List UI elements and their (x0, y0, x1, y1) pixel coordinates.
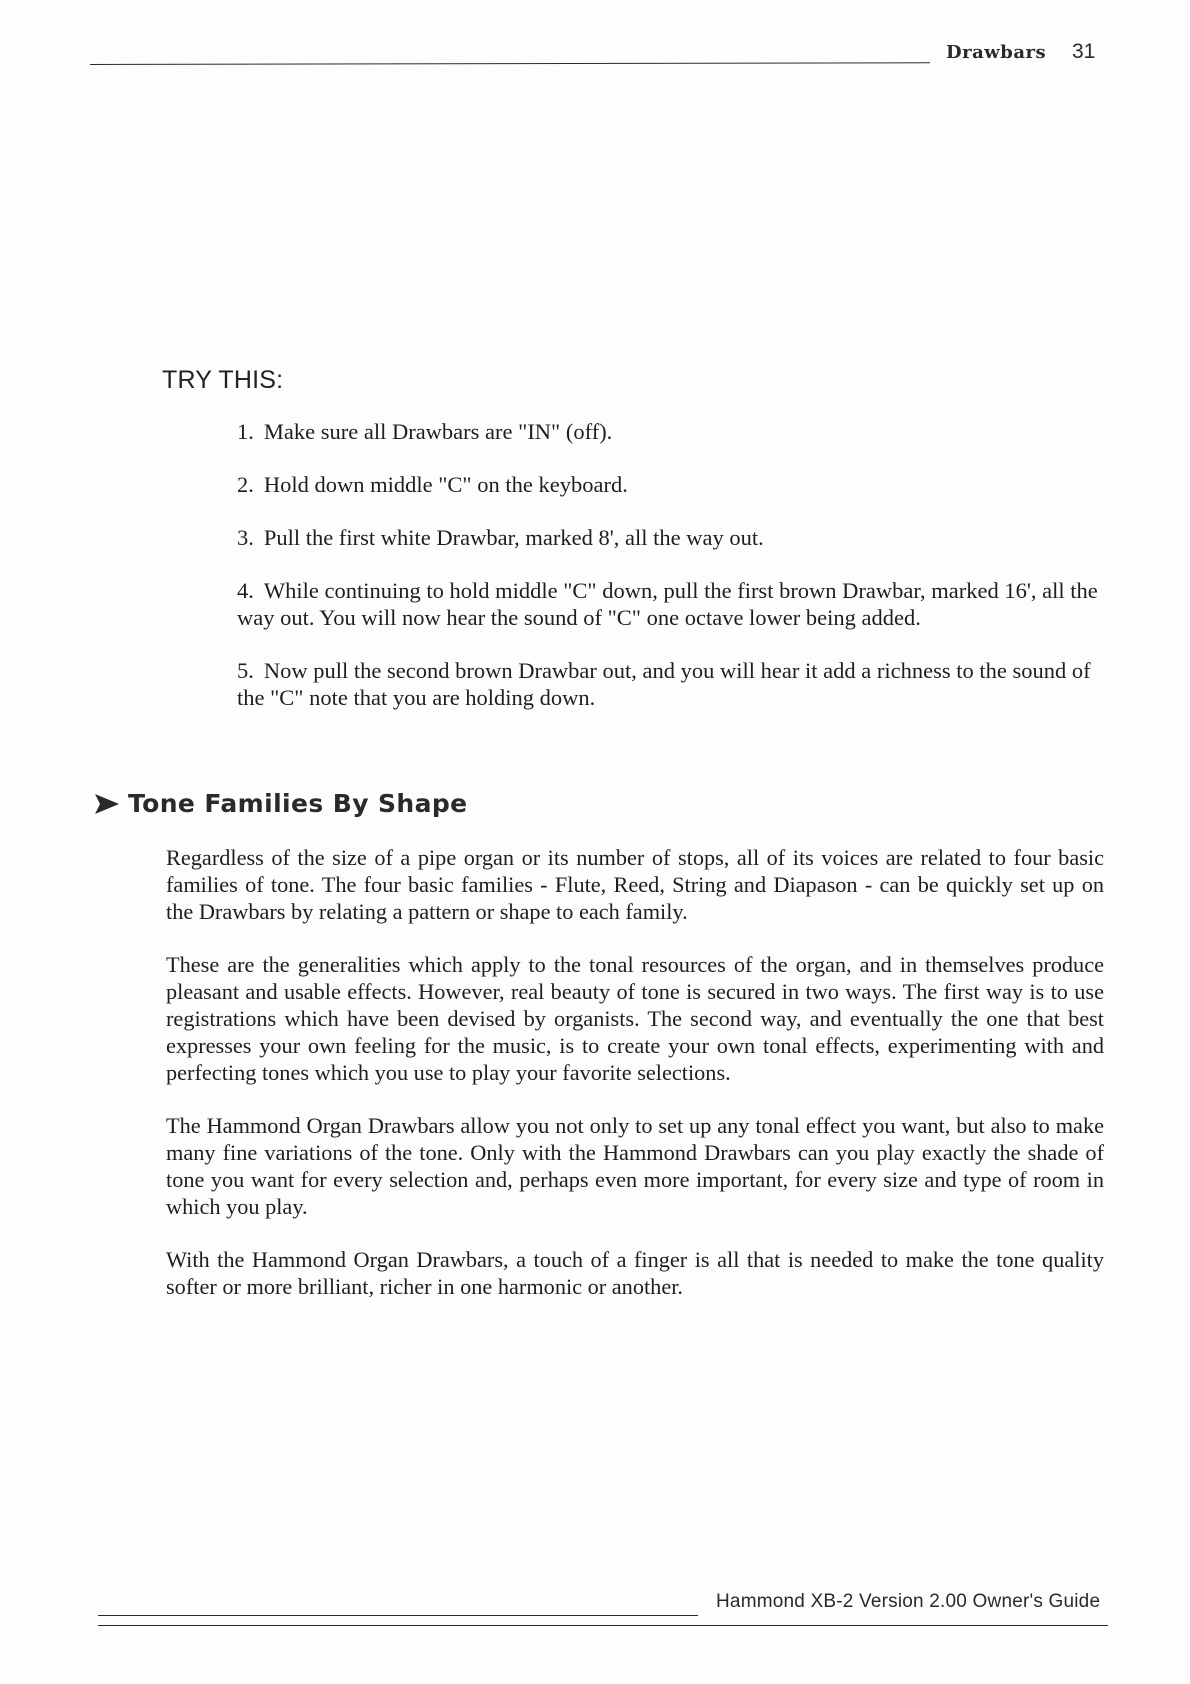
step-item (237, 577, 1101, 631)
page-number: 31 (1072, 40, 1096, 63)
section-heading (94, 789, 468, 818)
step-text: Hold down middle "C" on the keyboard. (263, 472, 628, 497)
step-item (237, 524, 1101, 551)
step-number: 2. (237, 472, 254, 497)
step-number: 5. (237, 658, 254, 683)
try-this-heading: TRY THIS: (162, 366, 284, 394)
step-item (237, 657, 1101, 711)
step-text: Pull the first white Drawbar, marked 8', all the way out. (263, 525, 764, 550)
step-number: 1. (237, 419, 254, 444)
footer-rule (98, 1615, 698, 1616)
step-item (237, 418, 1101, 445)
body-paragraph: Regardless of the size of a pipe organ or its number of stops, all of its voices are related to four basic families of tone. The four basic families - Flute, Reed, String and Diapason - can be quickly set up on the Drawbars by relating a pattern or shape to each family. (166, 845, 1104, 924)
step-item (237, 471, 1101, 498)
step-number: 3. (237, 525, 254, 550)
body-paragraph: These are the generalities which apply to the tonal resources of the organ, and in themselves produce pleasant and usable effects. However, real beauty of tone is secured in two ways. The first way is to use registrations which have been devised by organists. The second way, and eventually the one that best expresses your own feeling for the music, is to create your own tonal effects, experimenting with and perfecting tones which you use to play your favorite selections. (166, 952, 1104, 1085)
step-number: 4. (237, 578, 254, 603)
body-paragraph: The Hammond Organ Drawbars allow you not only to set up any tonal effect you want, but also to make many fine variations of the tone. Only with the Hammond Drawbars can you play exactly the shade of tone you want for every selection and, perhaps even more important, for every size and type of room in which you play. (166, 1113, 1104, 1219)
body-paragraph: With the Hammond Organ Drawbars, a touch of a finger is all that is needed to make the tone quality softer or more brilliant, richer in one harmonic or another. (166, 1247, 1104, 1299)
step-text: Make sure all Drawbars are "IN" (off). (263, 419, 613, 444)
step-text: Now pull the second brown Drawbar out, and you will hear it add a richness to the sound of the "C" note that you are holding down. (237, 658, 1091, 710)
step-text: While continuing to hold middle "C" down, pull the first brown Drawbar, marked 16', all the way out. You will now hear the sound of "C" one octave lower being added. (237, 578, 1098, 630)
try-this-steps (237, 418, 1101, 737)
arrow-right-icon (94, 792, 120, 816)
footer-rule (98, 1625, 1108, 1626)
header-rule (90, 62, 930, 65)
running-header-title: Drawbars (946, 42, 1047, 63)
footer-title: Hammond XB-2 Version 2.00 Owner's Guide (716, 1591, 1101, 1612)
section-title: Tone Families By Shape (128, 789, 468, 818)
section-body (166, 844, 1104, 1326)
